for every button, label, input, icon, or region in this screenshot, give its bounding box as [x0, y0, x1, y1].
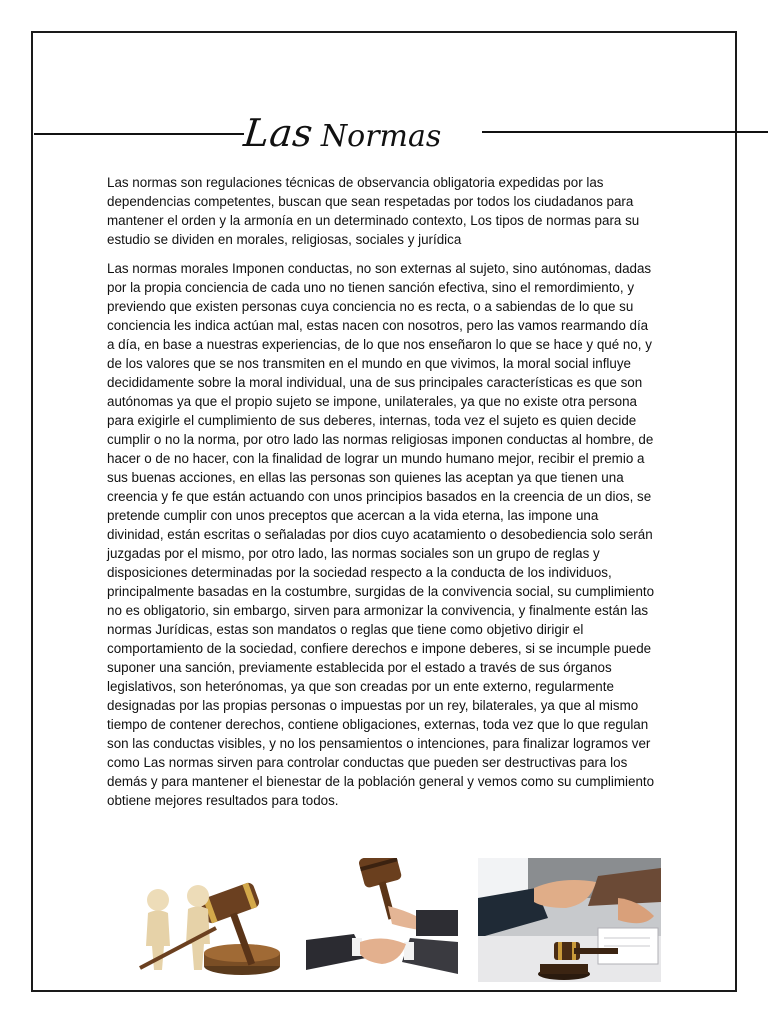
figures-gavel-icon	[120, 858, 288, 982]
title-rule-right	[482, 131, 768, 133]
paragraph-types: Las normas morales Imponen conductas, no son externas al sujeto, sino autónomas, dadas por la propia conciencia de cada uno no tienen sanción efectiva, sino el remordimiento, y previendo que existen personas cuya conciencia no es recta, o a sabiendas de lo que su conciencia les indica actúan mal, estas nacen con nosotros, pero las vamos rearmando día a día, en base a nuestras experiencias, de lo que nos enseñaron lo que se hace y qué no, y de los valores que se nos transmiten en el mundo en que vivimos, la moral social influye decididamente sobre la moral individual, una de sus principales características es que son autónomas ya que el propio sujeto se impone, unilaterales, ya que no existe otra persona para exigirle el cumplimiento de sus deberes, internas, toda vez el sujeto es quien decide cumplir o no la norma, por otro lado las normas religiosas imponen conductas al hombre, de hacer o de no hacer, con la finalidad de lograr un mundo humano mejor, recibir el premio a sus buenas acciones, en ellas las personas son quienes las aceptan ya que tienen una creencia y fe que están actuando con unos principios basados en la creencia de un dios, se pretende cumplir con unos preceptos que acercan a la vida eterna, las impone una divinidad, están escritas o señaladas por dios cuyo acatamiento o desobediencia solo serán juzgadas por el mismo, por otro lado, las normas sociales son un grupo de reglas y disposiciones determinadas por la sociedad respecto a la conducta de los individuos, principalmente basadas en la costumbre, surgidas de la convivencia social, su cumplimiento no es obligatorio, sin embargo, sirven para armonizar la convivencia, y finalmente están las normas Jurídicas, estas son mandatos o reglas que tiene como objetivo dirigir el comportamiento de la sociedad, confiere derechos e impone deberes, si se incumple puede suponer una sanción, previamente establecida por el estado a través de sus órganos legislativos, son heterónomas, ya que son creadas por un ente externo, regularmente designadas por las propias personas o impuestas por un rey, bilaterales, ya que al mismo tiempo de contener derechos, contiene obligaciones, externas, toda vez que lo que regulan son las conductas visibles, y no los pensamientos o intenciones, para finalizar logramos ver como Las normas sirven para controlar conductas que pueden ser destructivas para los demás y para mantener el bienestar de la población general y vemos como su cumplimiento obtiene mejores resultados para todos.	[107, 261, 655, 808]
page-title	[241, 108, 484, 158]
title-word-2: Normas	[320, 119, 442, 154]
document-body	[107, 173, 657, 820]
handshake-gavel-icon	[306, 858, 458, 982]
office-handshake-gavel-icon	[478, 858, 661, 982]
title-word-1: Las	[241, 111, 316, 155]
title-row	[34, 108, 768, 158]
illustrations-row	[120, 858, 665, 983]
paragraph-intro: Las normas son regulaciones técnicas de observancia obligatoria expedidas por las dependencias competentes, buscan que sean respetadas por todos los ciudadanos para mantener el orden y la armonía en un determinado contexto, Los tipos de normas para su estudio se dividen en morales, religiosas, sociales y jurídica	[107, 175, 640, 247]
title-rule-left	[34, 133, 244, 135]
